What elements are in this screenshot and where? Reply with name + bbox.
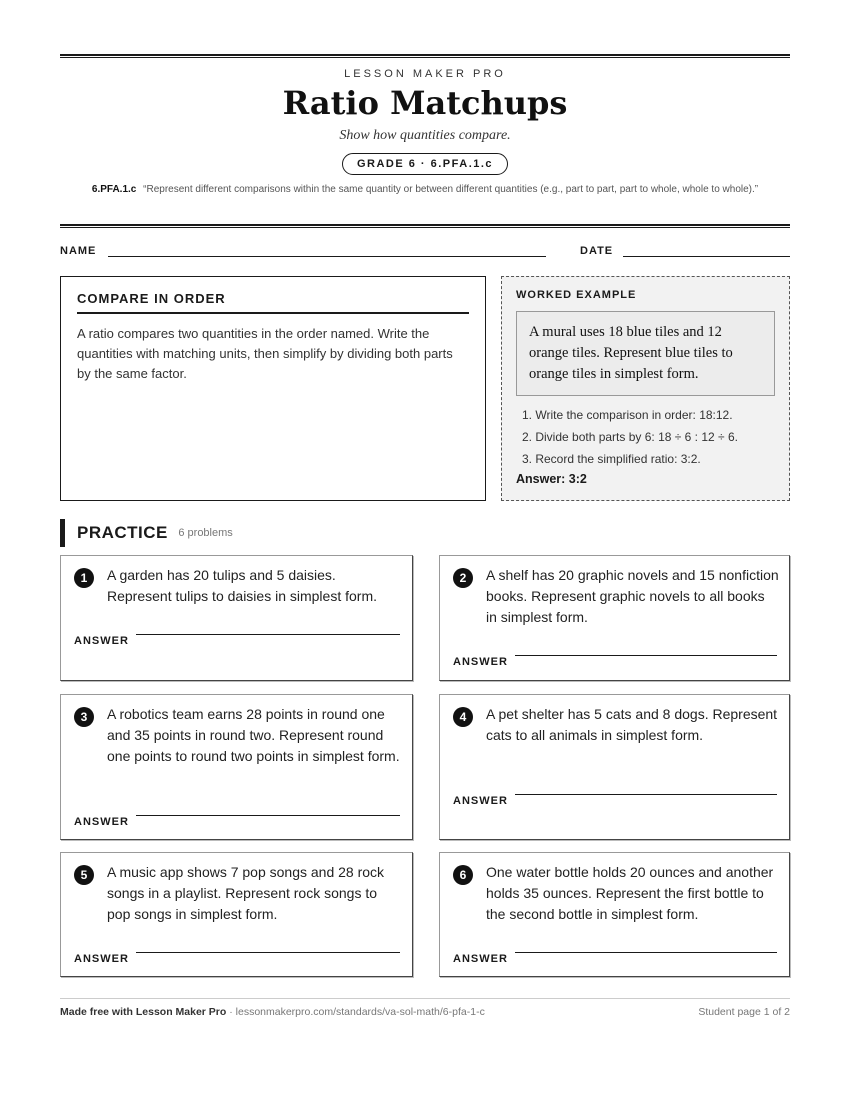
worked-example-heading: WORKED EXAMPLE <box>516 289 637 301</box>
grade-badge: GRADE 6 · 6.PFA.1.c <box>342 153 508 175</box>
practice-heading: PRACTICE <box>77 523 168 542</box>
answer-line-6[interactable] <box>515 952 777 953</box>
problem-card-2 <box>439 555 790 681</box>
problem-text: A robotics team earns 28 points in round one and 35 points in round two. Represent round one points to round two points in simplest form. <box>107 706 400 764</box>
problem-number-badge: 6 <box>453 865 473 885</box>
practice-header <box>60 519 233 547</box>
answer-label: ANSWER <box>74 816 129 828</box>
answer-line-2[interactable] <box>515 655 777 656</box>
worked-example-answer: Answer: 3:2 <box>516 472 587 486</box>
problem-text: A music app shows 7 pop songs and 28 rock songs in a playlist. Represent rock songs to pop songs in simplest form. <box>107 864 385 922</box>
footer-credit <box>60 1006 485 1018</box>
answer-line-4[interactable] <box>515 794 777 795</box>
standard-text: “Represent different comparisons within the same quantity or between different quantities (e.g., part to part, part to whole, whole to whole).” <box>143 184 759 195</box>
problem-text: A garden has 20 tulips and 5 daisies. Represent tulips to daisies in simplest form. <box>107 567 377 604</box>
answer-line-3[interactable] <box>136 815 400 816</box>
worked-example-step: 2. Divide both parts by 6: 18 ÷ 6 : 12 ÷ 6. <box>522 430 738 444</box>
answer-label: ANSWER <box>453 656 508 668</box>
name-label: NAME <box>60 245 97 257</box>
brand-name: LESSON MAKER PRO <box>344 68 506 80</box>
date-label: DATE <box>580 245 614 257</box>
problem-text: A pet shelter has 5 cats and 8 dogs. Represent cats to all animals in simplest form. <box>486 706 778 743</box>
worked-example-box <box>501 276 790 501</box>
problem-text: A shelf has 20 graphic novels and 15 nonfiction books. Represent graphic novels to all books in simplest form. <box>486 567 779 625</box>
footer-url[interactable]: · lessonmakerpro.com/standards/va-sol-math/6-pfa-1-c <box>226 1006 485 1018</box>
date-field[interactable] <box>623 256 790 257</box>
worked-example-step: 1. Write the comparison in order: 18:12. <box>522 408 733 422</box>
problem-number-badge: 1 <box>74 568 94 588</box>
answer-label: ANSWER <box>453 795 508 807</box>
student-info-row <box>60 245 790 261</box>
answer-line-5[interactable] <box>136 952 400 953</box>
worked-example-steps <box>516 404 775 470</box>
compare-body: A ratio compares two quantities in the order named. Write the quantities with matching units, then simplify by dividing both parts by the same factor. <box>77 326 453 381</box>
grade-badge-wrap <box>60 153 790 175</box>
problem-text: One water bottle holds 20 ounces and another holds 35 ounces. Represent the first bottle to the second bottle in simplest form. <box>486 864 774 922</box>
footer-page-number: Student page 1 of 2 <box>698 1006 790 1018</box>
worked-example-step: 3. Record the simplified ratio: 3:2. <box>522 452 701 466</box>
problem-card-1 <box>60 555 413 681</box>
problem-number-badge: 2 <box>453 568 473 588</box>
problem-card-4 <box>439 694 790 840</box>
practice-count: 6 problems <box>178 527 233 539</box>
compare-heading: COMPARE IN ORDER <box>77 291 469 314</box>
problem-number-badge: 3 <box>74 707 94 727</box>
top-double-rule <box>60 54 790 58</box>
footer-made-with: Made free with Lesson Maker Pro <box>60 1006 227 1018</box>
worked-example-problem: A mural uses 18 blue tiles and 12 orange tiles. Represent blue tiles to orange tiles in simplest form. <box>516 311 775 396</box>
answer-label: ANSWER <box>74 953 129 965</box>
standard-description <box>60 182 790 198</box>
footer-rule <box>60 998 790 999</box>
worksheet-page <box>60 0 790 1100</box>
problem-card-5 <box>60 852 413 977</box>
standard-code: 6.PFA.1.c <box>91 184 137 195</box>
problem-number-badge: 5 <box>74 865 94 885</box>
problem-card-6 <box>439 852 790 977</box>
answer-label: ANSWER <box>453 953 508 965</box>
answer-label: ANSWER <box>74 635 129 647</box>
worksheet-title: Ratio Matchups <box>282 84 568 122</box>
compare-in-order-box <box>60 276 486 501</box>
problem-card-3 <box>60 694 413 840</box>
name-field[interactable] <box>108 256 546 257</box>
answer-line-1[interactable] <box>136 634 400 635</box>
worksheet-subtitle: Show how quantities compare. <box>339 128 511 143</box>
problem-number-badge: 4 <box>453 707 473 727</box>
header-bottom-rule <box>60 224 790 228</box>
